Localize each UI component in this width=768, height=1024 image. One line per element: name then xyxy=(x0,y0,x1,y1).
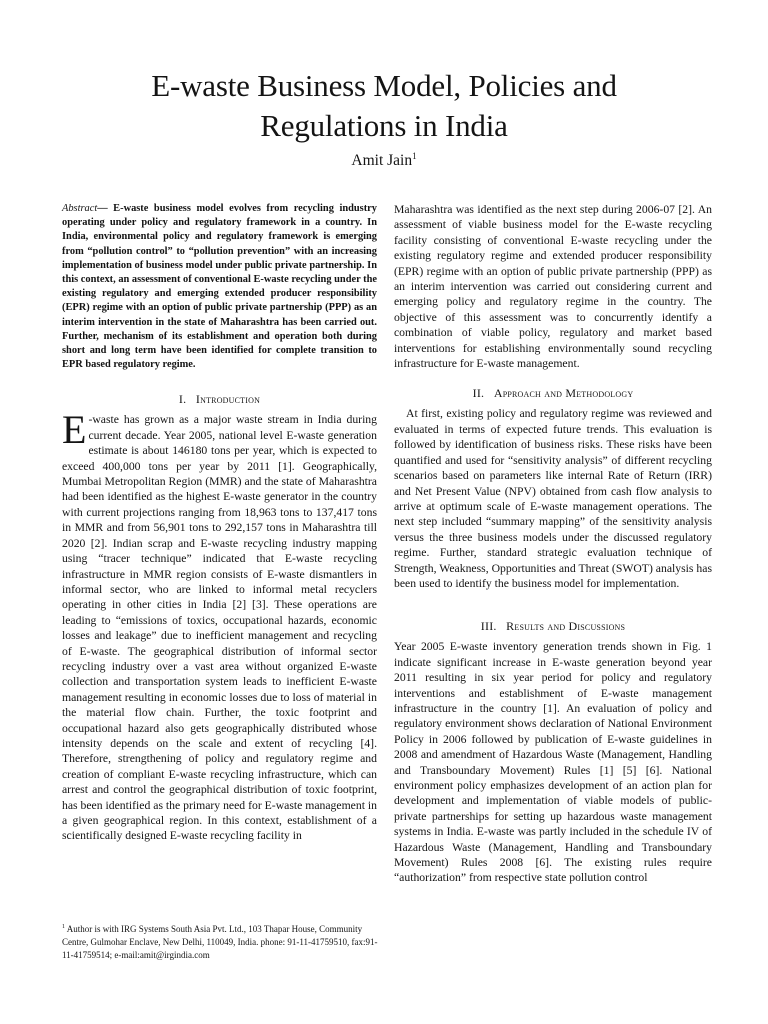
paper-title xyxy=(60,66,708,146)
author-footnote xyxy=(62,921,378,962)
author-name: Amit Jain xyxy=(351,152,413,170)
section-heading-approach: II. Approach and Methodology xyxy=(472,386,634,401)
footnote-marker: 1 xyxy=(62,924,65,930)
results-text: Year 2005 E-waste inventory generation trends shown in Fig. 1 indicate significant increase in E-waste generation beyond year 2011 resulting in six year period for policy and regulatory interventions and establishment of E-waste management infrastructure in the country [1]. An evaluation of policy and regulatory environment shows declaration of National Environment Policy in 2006 followed by publication of E-waste guidelines in 2008 and amendment of Hazardous Waste (Management, Handling and Transboundary Movement) Rules [1] [5] [6]. National environment policy emphasizes development of an action plan for development and implementation of viable models of public-private partnerships for setting up hazardous waste management systems in India. E-waste was partly included in the schedule IV of Hazardous Waste (Management, Handling and Transboundary Movement) Rules 2008 [6]. The existing rules require “authorization” from respective state pollution control xyxy=(394,640,712,885)
abstract xyxy=(62,202,377,372)
author-line xyxy=(0,151,768,170)
introduction-paragraph xyxy=(62,407,377,843)
introduction-text: -waste has grown as a major waste stream in India during current decade. Year 2005, national level E-waste generation estimate is about 146180 tons per year, which is expected to exceed 400,000 tons per year by 2011 [1]. Geographically, Mumbai Metropolitan Region (MMR) and the state of Maharashtra had been identified as the highest E-waste generator in the country with current projections ranging from 18,963 tons to 137,417 tons in MMR and from 56,901 tons to 292,157 tons in Maharashtra till 2020 [2]. Indian scrap and E-waste recycling industry mapping using “tracer technique” indicated that E-waste recycling infrastructure in MMR region consists of E-waste dismantlers in informal sector, who are linked to informal metal recyclers operating in other cities in India [2] [3]. These operations are leading to “emissions of toxics, occupational hazards, economic losses and leakage” due to inefficient management and recycling of E-waste. The geographical distribution of informal sector recycling industry over a vast area without organized E-waste collection and transportation system leads to inefficient E-waste management resulting in economic losses due to loss of material in the material flow chain. Further, the toxic footprint and occupational hazard also gets geographically distributed whose intensity depends on the scale and extent of recycling [4]. Therefore, strengthening of policy and regulatory regime and creation of compliant E-waste recycling infrastructure, which can arrest and control the geographical distribution of toxic footprint, has been identified as the primary need for E-waste management in a given geographical region. In this context, establishment of a scientifically designed E-waste recycling facility in xyxy=(62,413,377,843)
abstract-dash: — xyxy=(97,203,114,214)
drop-cap: E xyxy=(62,407,87,453)
right-column xyxy=(394,202,712,886)
approach-text: At first, existing policy and regulatory regime was reviewed and evaluated in terms of expected future trends. This evaluation is followed by identification of business risks. These risks have been quantified and used for “sensitivity analysis” of different recycling scenarios based on parameters like internal Rate of Return (IRR) and Net Present Value (NPV) obtained from cash flow analysis to arrive at optimum scale of E-waste management operations. The next step included “summary mapping” of the sensitivity analysis versus the three business models under the discussed regulatory regime. Further, standard strategic evaluation technique of Strength, Weakness, Opportunities and Threat (SWOT) analysis has been used to identify the business model for implementation. xyxy=(394,407,712,590)
left-column xyxy=(62,202,377,844)
section-heading-results: III. Results and Discussions xyxy=(480,619,626,634)
section-heading-introduction: I. Introduction xyxy=(178,392,261,407)
abstract-label: Abstract xyxy=(62,203,98,214)
abstract-text: E-waste business model evolves from recycling industry operating under policy and regulatory framework in a country. In India, environmental policy and regulatory framework is emerging from “pollution control” to “pollution prevention” with an increasing implementation of business model under public private partnership. In this context, an assessment of conventional E-waste recycling under the existing regulatory and emerging extended producer responsibility (EPR) regime with an option of public private partnership (PPP) as an interim intervention in the state of Maharashtra has been carried out. Further, mechanism of its establishment and operation both during short and long term have been identified for complete transition to EPR based regulatory regime. xyxy=(62,203,377,371)
footnote-text: Author is with IRG Systems South Asia Pvt. Ltd., 103 Thapar House, Community Centre, Gulmohar Enclave, New Delhi, 110049, India. phone: 91-11-41759510, fax:91-11-41759514; e-mail:amit@irgindia.com xyxy=(62,924,378,960)
author-footnote-marker: 1 xyxy=(412,151,417,161)
paper-title-line-2: Regulations in India xyxy=(260,108,508,143)
paper-title-line-1: E-waste Business Model, Policies and xyxy=(151,68,617,103)
introduction-continued-text: Maharashtra was identified as the next step during 2006-07 [2]. An assessment of viable business model for the E-waste recycling facility consisting of conventional E-waste recycling under the existing regulatory regime and extended producer responsibility (EPR) regime with an option of public private partnership (PPP) as an interim intervention was carried out considering current and emerging policy and regulatory regime in the country. The objective of this assessment was to concurrently identify a combination of viable policy, regulatory and market based interventions for establishing environmentally sound recycling infrastructure for E-waste management. xyxy=(394,203,712,371)
